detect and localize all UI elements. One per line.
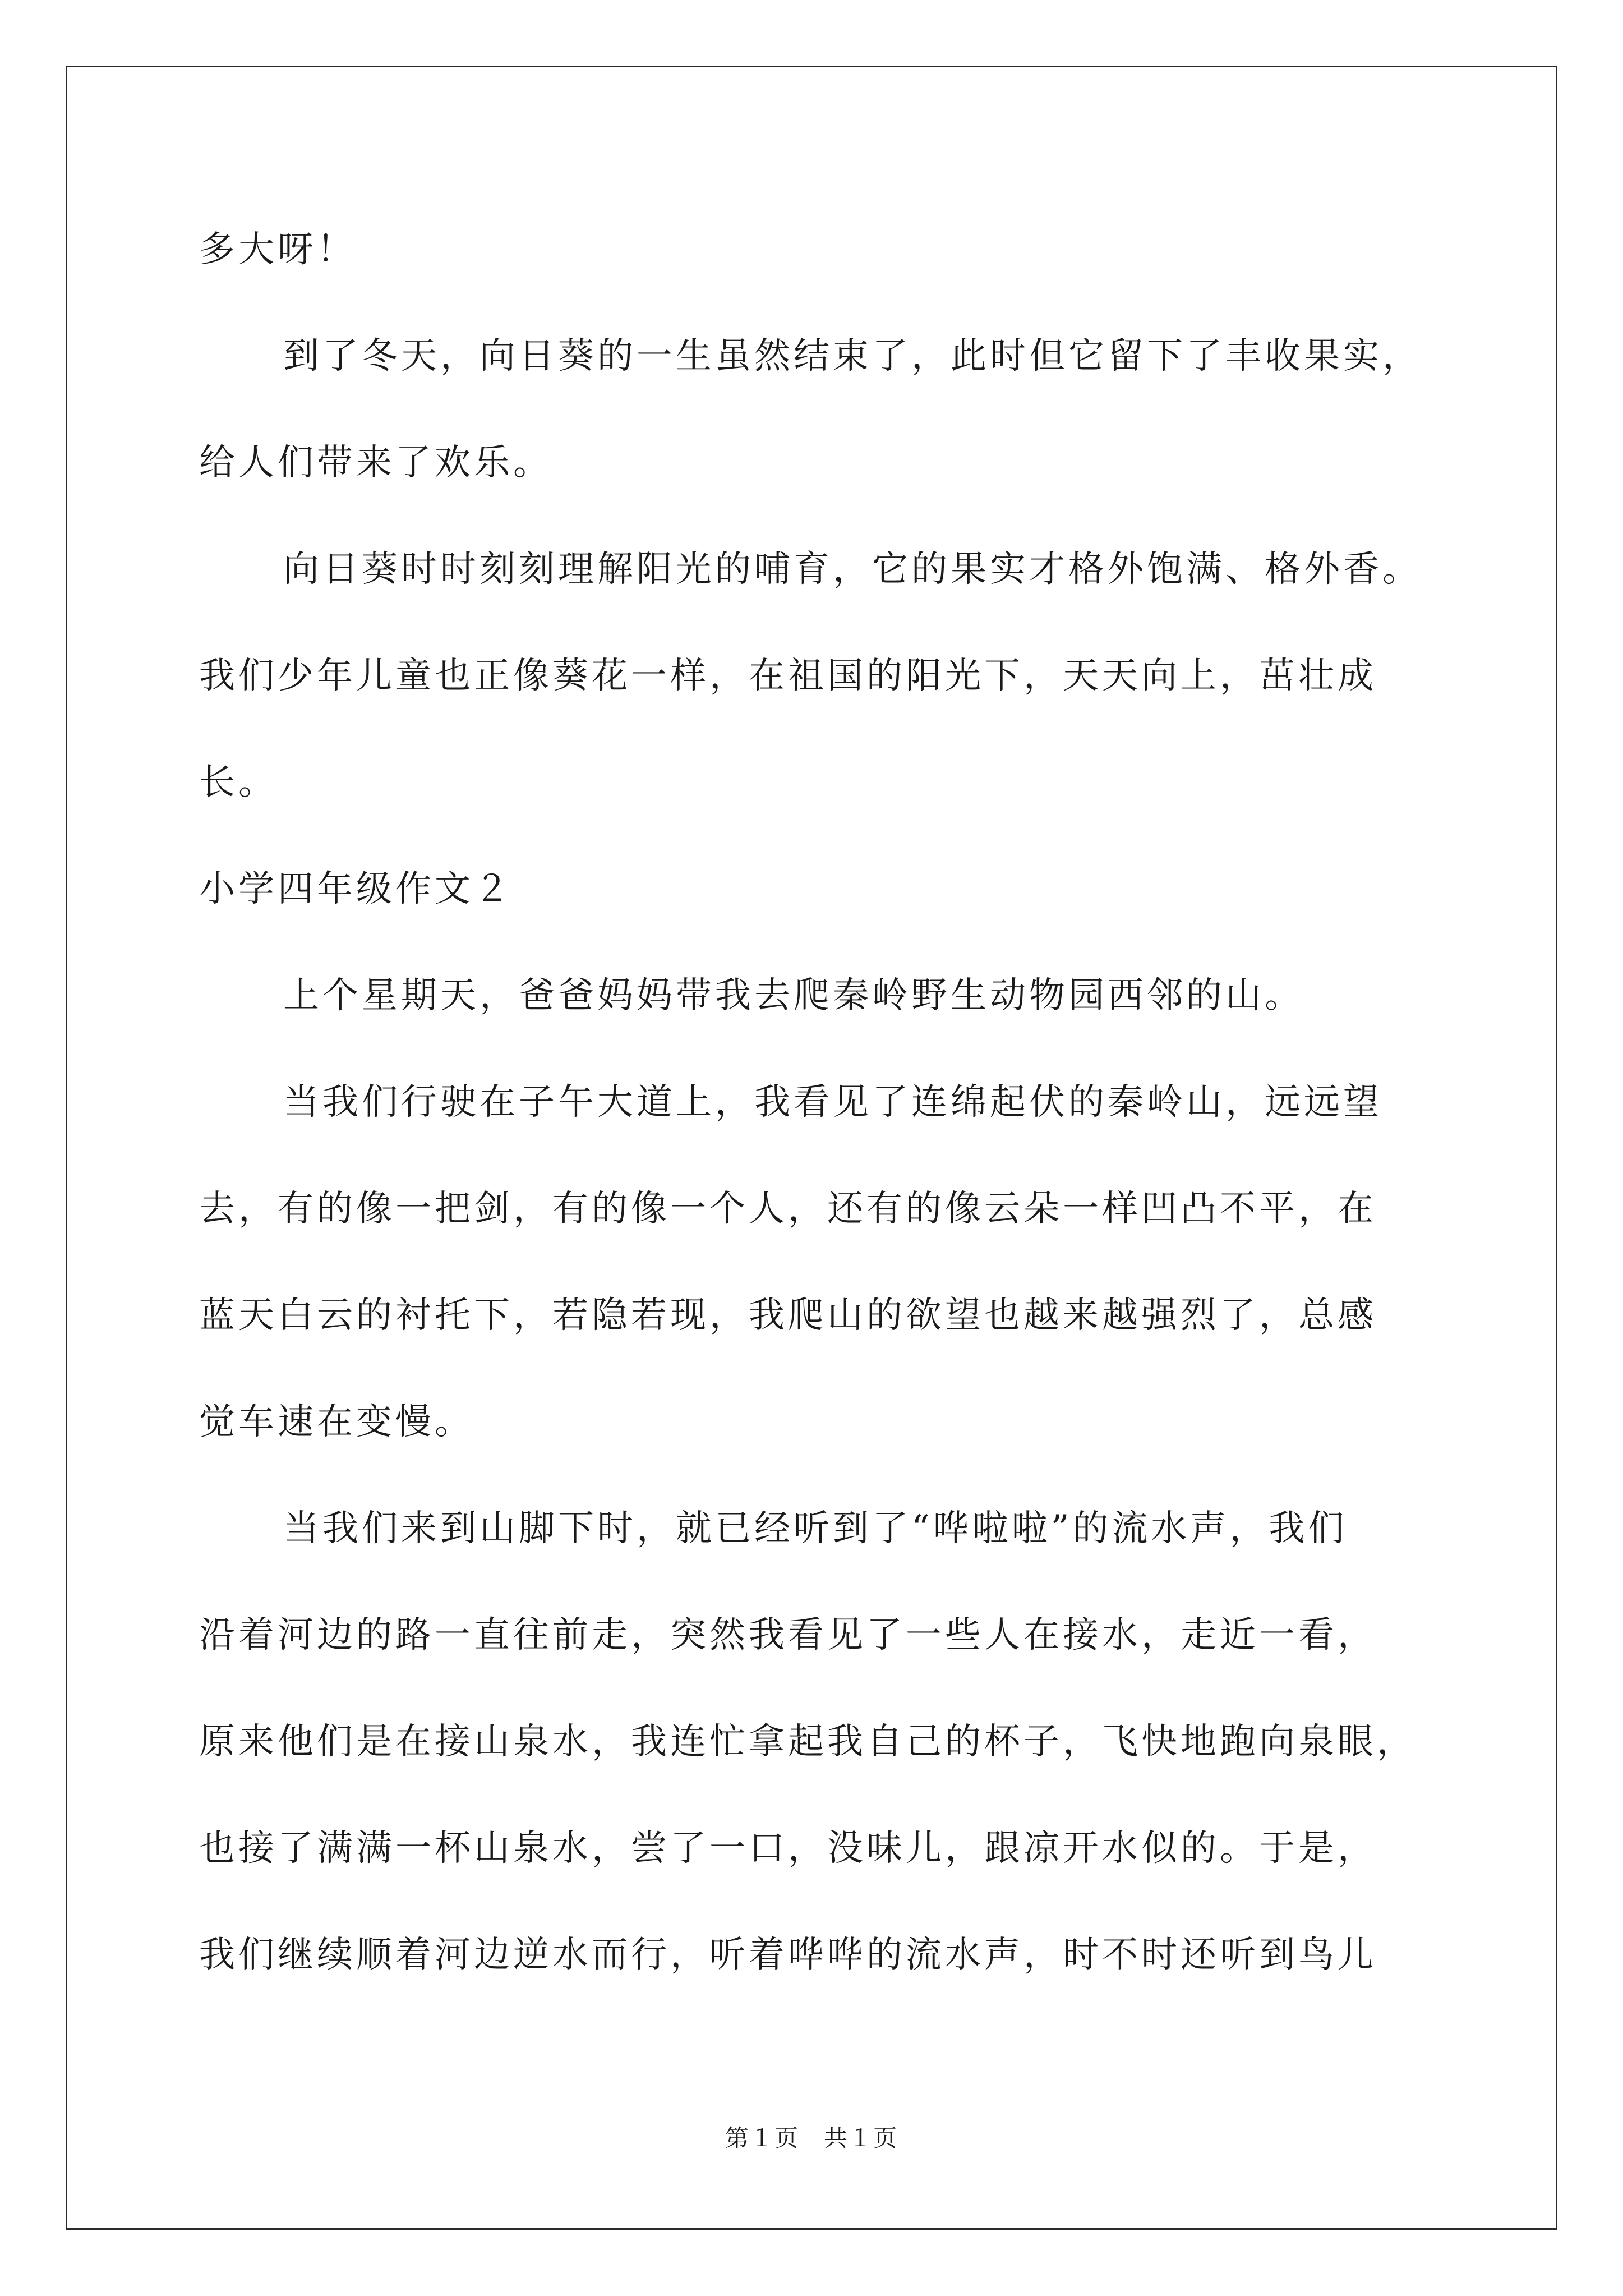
- text-line: 去，有的像一把剑，有的像一个人，还有的像云朵一样凹凸不平，在: [199, 1188, 1377, 1230]
- text-line: 原来他们是在接山泉水，我连忙拿起我自己的杯子，飞快地跑向泉眼，: [199, 1721, 1416, 1763]
- text-line: 我们继续顺着河边逆水而行，听着哗哗的流水声，时不时还听到鸟儿: [199, 1934, 1377, 1976]
- text-line: 我们少年儿童也正像葵花一样，在祖国的阳光下，天天向上，茁壮成: [199, 655, 1377, 697]
- text-line: 多大呀！: [199, 229, 356, 270]
- page-footer: 第１页 共１页: [725, 2124, 898, 2152]
- paragraph-line: 当我们来到山脚下时，就已经听到了“哗啦啦”的流水声，我们: [283, 1508, 1348, 1549]
- text-line: 沿着河边的路一直往前走，突然我看见了一些人在接水，走近一看，: [199, 1614, 1377, 1656]
- paragraph-line: 当我们行驶在子午大道上，我看见了连绵起伏的秦岭山，远远望: [283, 1082, 1382, 1123]
- text-line: 觉车速在变慢。: [199, 1401, 474, 1443]
- paragraph-line: 到了冬天，向日葵的一生虽然结束了，此时但它留下了丰收果实，: [283, 335, 1422, 377]
- text-line: 长。: [199, 762, 278, 803]
- text-line: 给人们带来了欢乐。: [199, 442, 552, 484]
- text-line: 也接了满满一杯山泉水，尝了一口，没味儿，跟凉开水似的。于是，: [199, 1828, 1377, 1869]
- paragraph-line: 向日葵时时刻刻理解阳光的哺育，它的果实才格外饱满、格外香。: [283, 549, 1422, 590]
- paragraph-line: 上个星期天，爸爸妈妈带我去爬秦岭野生动物园西邻的山。: [283, 975, 1304, 1016]
- page-border: [66, 66, 1557, 2230]
- section-heading: 小学四年级作文２: [199, 868, 513, 910]
- text-line: 蓝天白云的衬托下，若隐若现，我爬山的欲望也越来越强烈了，总感: [199, 1295, 1377, 1336]
